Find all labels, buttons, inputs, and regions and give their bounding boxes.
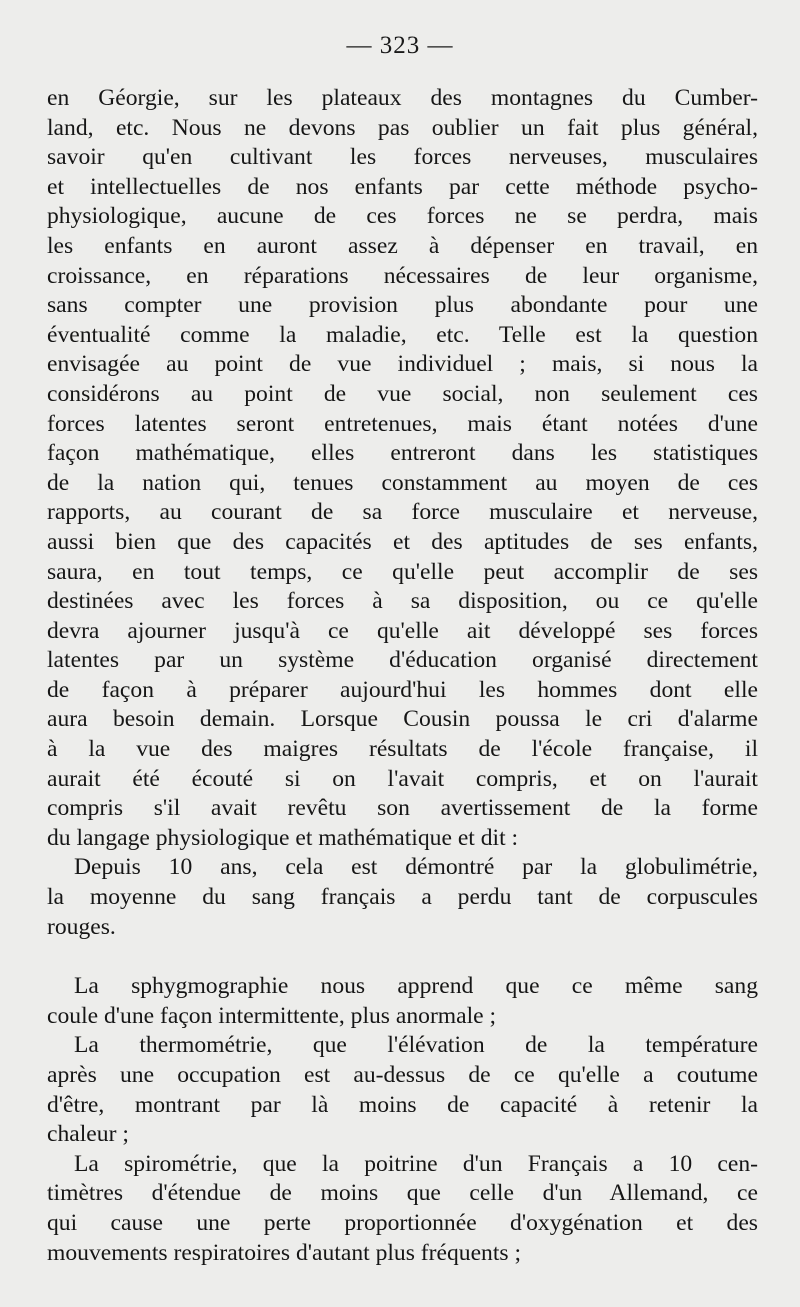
text-line: coule d'une façon intermittente, plus anormale ; — [47, 1002, 497, 1029]
text-line: qui cause une perte proportionnée d'oxygénation et des — [47, 1209, 758, 1236]
text-line: devra ajourner jusqu'à ce qu'elle ait développé ses forces — [47, 617, 758, 644]
text-line: La sphygmographie nous apprend que ce même sang — [74, 973, 758, 1000]
text-line: façon mathématique, elles entreront dans les statistiques — [47, 440, 758, 467]
text-line: chaleur ; — [47, 1121, 129, 1148]
text-line: mouvements respiratoires d'autant plus fréquents ; — [47, 1239, 522, 1266]
text-line: La thermométrie, que l'élévation de la température — [74, 1032, 758, 1059]
text-line: compris s'il avait revêtu son avertissement de la forme — [47, 795, 758, 822]
text-line: destinées avec les forces à sa disposition, ou ce qu'elle — [47, 588, 758, 615]
text-line: la moyenne du sang français a perdu tant de corpuscules — [47, 884, 758, 911]
text-line: saura, en tout temps, ce qu'elle peut accomplir de ses — [47, 558, 758, 585]
text-line: La spirométrie, que la poitrine d'un Français a 10 cen- — [74, 1150, 758, 1177]
paragraph-gap — [47, 942, 758, 972]
text-line: latentes par un système d'éducation organisé directement — [47, 647, 758, 674]
text-line: aura besoin demain. Lorsque Cousin poussa le cri d'alarme — [47, 706, 758, 733]
text-line: land, etc. Nous ne devons pas oublier un fait plus général, — [47, 114, 758, 141]
text-line: rapports, au courant de sa force musculaire et nerveuse, — [47, 499, 758, 526]
text-line: les enfants en auront assez à dépenser en travail, en — [47, 232, 758, 259]
body-text — [47, 84, 758, 1268]
text-line: de la nation qui, tenues constamment au moyen de ces — [47, 469, 758, 496]
text-line: timètres d'étendue de moins que celle d'un Allemand, ce — [47, 1180, 758, 1207]
text-line: considérons au point de vue social, non seulement ces — [47, 380, 758, 407]
text-line: Depuis 10 ans, cela est démontré par la globulimétrie, — [74, 854, 758, 881]
text-line: à la vue des maigres résultats de l'école française, il — [47, 736, 758, 763]
text-line: envisagée au point de vue individuel ; mais, si nous la — [47, 351, 758, 378]
page-number: — 323 — — [346, 32, 454, 59]
text-line: aussi bien que des capacités et des aptitudes de ses enfants, — [47, 528, 758, 555]
text-line: aurait été écouté si on l'avait compris, et on l'aurait — [47, 765, 758, 792]
text-line: forces latentes seront entretenues, mais étant notées d'une — [47, 410, 758, 437]
text-line: physiologique, aucune de ces forces ne se perdra, mais — [47, 203, 758, 230]
text-line: du langage physiologique et mathématique et dit : — [47, 824, 519, 851]
text-line: sans compter une provision plus abondante pour une — [47, 292, 758, 319]
text-line: rouges. — [47, 913, 116, 940]
text-line: croissance, en réparations nécessaires de leur organisme, — [47, 262, 758, 289]
text-line: éventualité comme la maladie, etc. Telle est la question — [47, 321, 758, 348]
text-line: en Géorgie, sur les plateaux des montagnes du Cumber- — [47, 85, 758, 111]
text-line: d'être, montrant par là moins de capacité à retenir la — [47, 1091, 758, 1118]
text-line: savoir qu'en cultivant les forces nerveuses, musculaires — [47, 144, 758, 171]
text-line: de façon à préparer aujourd'hui les hommes dont elle — [47, 676, 758, 703]
text-line: après une occupation est au-dessus de ce qu'elle a coutume — [47, 1062, 758, 1088]
text-line: et intellectuelles de nos enfants par cette méthode psycho- — [47, 173, 758, 200]
